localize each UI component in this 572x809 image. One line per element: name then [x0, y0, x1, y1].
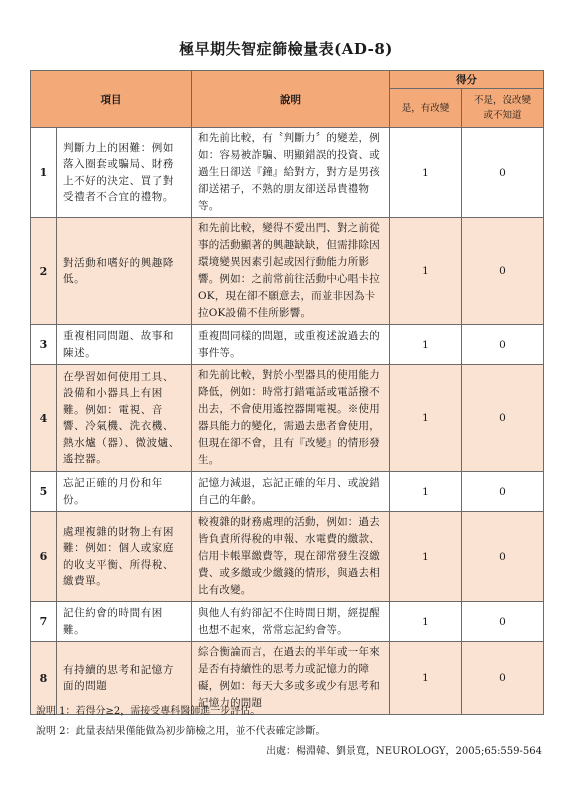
row-item: 處理複雜的財物上有困難：例如：個人或家庭的收支平衡、所得稅、繳費單。 — [57, 512, 192, 602]
row-description: 較複雜的財務處理的活動，例如：過去皆負責所得稅的申報、水電費的繳款、信用卡帳單繳費等，現在卻常發生沒繳費、或多繳或少繳錢的情形，與過去相比有改變。 — [192, 512, 390, 602]
table-row — [31, 128, 544, 218]
row-description: 與他人有約卻記不住時間日期，經提醒也想不起來，常常忘記約會等。 — [192, 602, 390, 642]
row-yes-score: 1 — [390, 602, 462, 642]
table-row — [31, 602, 544, 642]
row-description: 綜合衡論而言，在過去的半年或一年來是否有持續性的思考力或記憶力的障礙，例如：每天大多或多或少有思考和記憶力的問題 — [192, 642, 390, 715]
header-yes: 是，有改變 — [390, 89, 462, 128]
row-no-score: 0 — [462, 365, 544, 472]
table-row — [31, 325, 544, 365]
notes — [36, 702, 326, 742]
row-number: 8 — [31, 642, 57, 715]
row-item: 判斷力上的困難：例如落入圈套或騙局、財務上不好的決定、買了對受禮者不合宜的禮物。 — [57, 128, 192, 218]
row-no-score: 0 — [462, 218, 544, 325]
row-yes-score: 1 — [390, 642, 462, 715]
row-description: 重複問同樣的問題，或重複述說過去的事件等。 — [192, 325, 390, 365]
row-item: 在學習如何使用工具、設備和小器具上有困難。例如：電視、音響、冷氣機、洗衣機、熱水爐（器）、微波爐、遙控器。 — [57, 365, 192, 472]
table-row — [31, 365, 544, 472]
row-number: 6 — [31, 512, 57, 602]
row-item: 忘記正確的月份和年份。 — [57, 472, 192, 512]
header-no-line1: 不是，沒改變 — [473, 95, 531, 106]
row-no-score: 0 — [462, 512, 544, 602]
row-item: 重複相同問題、故事和陳述。 — [57, 325, 192, 365]
table-row — [31, 472, 544, 512]
header-no — [462, 89, 544, 128]
row-description: 和先前比較，對於小型器具的使用能力降低，例如：時常打錯電話或電話撥不出去，不會使用遙控器開電視。※使用器具能力的變化，需過去患者會使用，但現在卻不會，且有『改變』的情形發生。 — [192, 365, 390, 472]
table-row — [31, 512, 544, 602]
row-number: 7 — [31, 602, 57, 642]
row-number: 3 — [31, 325, 57, 365]
row-number: 5 — [31, 472, 57, 512]
header-score: 得分 — [390, 71, 544, 89]
header-description: 說明 — [192, 71, 390, 128]
row-yes-score: 1 — [390, 218, 462, 325]
row-no-score: 0 — [462, 602, 544, 642]
row-description: 和先前比較，變得不愛出門、對之前從事的活動顯著的興趣缺缺，但需排除因環境變異因素引起或因行動能力所影響。例如：之前常前往活動中心唱卡拉OK，現在卻不願意去，而並非因為卡拉OK設備不佳所影響。 — [192, 218, 390, 325]
row-description: 和先前比較，有〝判斷力〞的變差，例如：容易被詐騙、明顯錯誤的投資、或過生日卻送『鐘』給對方，對方是男孩卻送裙子，不熟的朋友卻送昂貴禮物等。 — [192, 128, 390, 218]
header-item: 項目 — [31, 71, 192, 128]
row-yes-score: 1 — [390, 365, 462, 472]
row-number: 2 — [31, 218, 57, 325]
header-no-line2: 或不知道 — [483, 110, 522, 121]
row-yes-score: 1 — [390, 325, 462, 365]
row-no-score: 0 — [462, 642, 544, 715]
row-item: 記住約會的時間有困難。 — [57, 602, 192, 642]
row-yes-score: 1 — [390, 472, 462, 512]
source-citation: 出處：楊淵韓、劉景寬，NEUROLOGY，2005;65:559-564 — [266, 746, 542, 757]
row-number: 4 — [31, 365, 57, 472]
row-yes-score: 1 — [390, 128, 462, 218]
row-no-score: 0 — [462, 472, 544, 512]
row-no-score: 0 — [462, 325, 544, 365]
row-no-score: 0 — [462, 128, 544, 218]
note-1: 說明 1：若得分≥2，需接受專科醫師進一步評估。 — [36, 706, 261, 717]
row-item: 有持續的思考和記憶方面的問題 — [57, 642, 192, 715]
note-2: 說明 2：此量表結果僅能做為初步篩檢之用，並不代表確定診斷。 — [36, 726, 326, 737]
row-yes-score: 1 — [390, 512, 462, 602]
ad8-table — [30, 70, 544, 715]
row-description: 記憶力減退，忘記正確的年月、或說錯自己的年齡。 — [192, 472, 390, 512]
document-title: 極早期失智症篩檢量表(AD-8) — [179, 40, 393, 58]
row-number: 1 — [31, 128, 57, 218]
table-row — [31, 218, 544, 325]
row-item: 對活動和嗜好的興趣降低。 — [57, 218, 192, 325]
